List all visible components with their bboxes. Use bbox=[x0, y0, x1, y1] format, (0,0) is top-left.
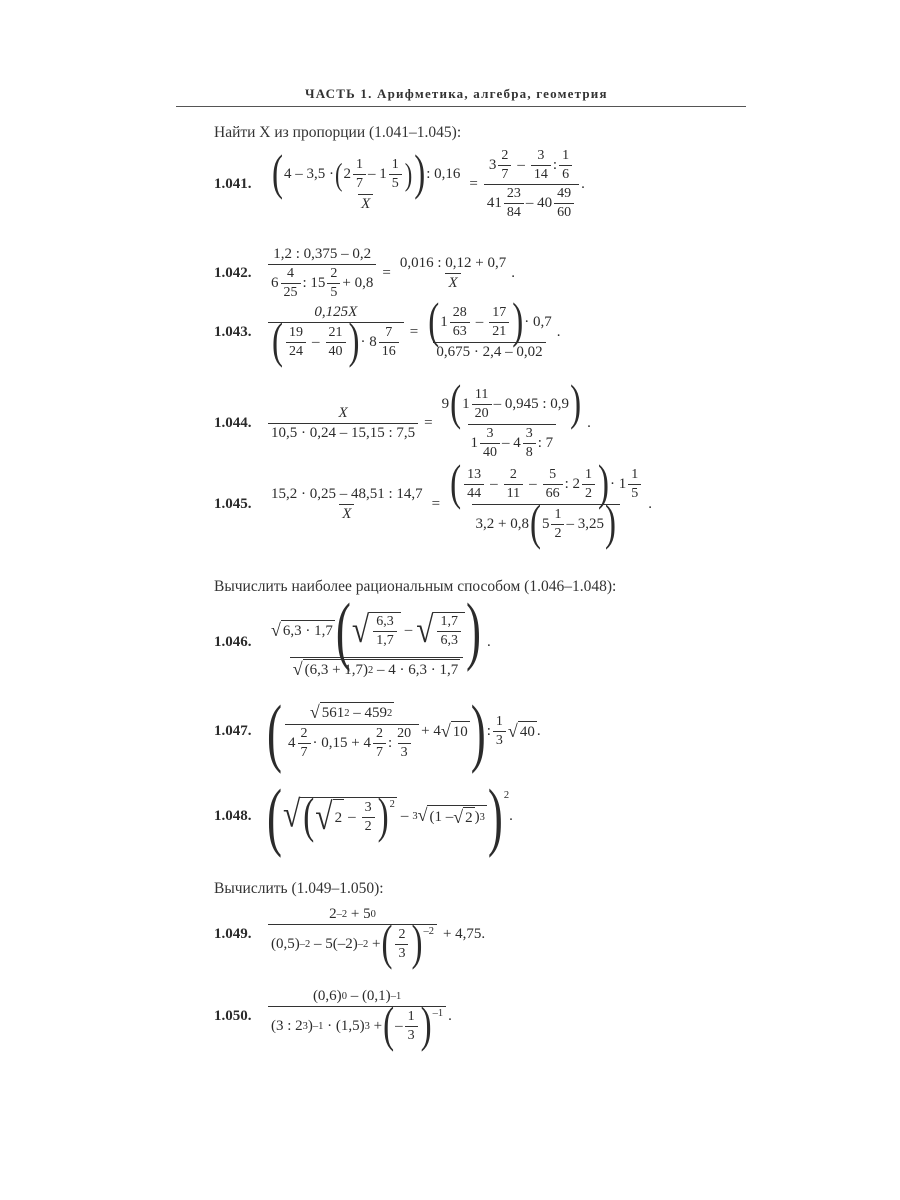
problem-1046 bbox=[214, 587, 491, 680]
problem-expression: 1,2 : 0,375 – 0,2 6 $\frac{4}{25}$ : 15 $\frac{2}{5}$ + 0,8 = $\frac{0,016 : 0,12 + 0,7}{X}$ . bbox=[266, 246, 515, 301]
inner-fraction: √ 561 2 – 459 2 4 $\frac{2}{7}$ · 0,15 + 4 $\frac{2}{7}$ : $\frac{20}{3}$ bbox=[285, 702, 419, 761]
lhs-fraction: $\frac{X}{10,5 \cdot 0,24 - 15,15 : 7,5}$ bbox=[268, 405, 418, 442]
problem-1045 bbox=[214, 456, 653, 551]
problem-number: 1.044. bbox=[214, 415, 252, 431]
problem-1041 bbox=[214, 148, 585, 221]
problem-expression: √ 6,3 · 1,7 ( √ $\frac{6,3}{1,7}$ – √ $\frac{1,7}{6,3}$ ) √ (6,3 + 1,7) 2 – 4 · 6,3 · 1,7 . bbox=[266, 604, 491, 680]
main-fraction: (0,6) 0 – (0,1) –1 (3 : 2 3 ) –1 · (1,5) 3 + ( – $\frac{1}{3}$ ) $^{-1}$ bbox=[268, 988, 446, 1045]
problem-expression: ( √ 561 2 – 459 2 4 $\frac{2}{7}$ · 0,15 + 4 $\frac{2}{7}$ : $\frac{20}{3}$ + 4 √ 10 ) : $\frac{1}{3}$ √ 40 . bbox=[267, 689, 541, 774]
problem-number: 1.048. bbox=[214, 807, 252, 824]
problem-expression: $\frac{X}{10,5 \cdot 0,24 - 15,15 : 7,5}$ = 9 ( 1 $\frac{11}{20}$ – 0,945 : 0,9 ) 1 $\frac{3}{40}$ – 4 $\frac{3}{8}$ : 7 . bbox=[266, 386, 591, 461]
section-intro-compute: Вычислить (1.049–1.050): bbox=[214, 880, 384, 897]
rhs-fraction: 3 $\frac{2}{7}$ – $\frac{3}{14}$ : $\frac{1}{6}$ 41 $\frac{23}{84}$ – 40 $\frac{49}{60}$ bbox=[484, 148, 579, 221]
problem-number: 1.047. bbox=[214, 723, 252, 739]
problem-number: 1.043. bbox=[214, 324, 252, 340]
problem-expression: (0,6) 0 – (0,1) –1 (3 : 2 3 ) –1 · (1,5) 3 + ( – $\frac{1}{3}$ ) $^{-1}$ . bbox=[266, 988, 452, 1045]
problem-1044 bbox=[214, 376, 591, 461]
main-fraction: 2 –2 + 5 0 (0,5) –2 – 5(–2) –2 + ( $\frac{2}{3}$ ) $^{-2}$ bbox=[268, 906, 437, 963]
rhs-fraction: ( $\frac{13}{44}$ – $\frac{2}{11}$ – $\frac{5}{66}$ : 2 $\frac{1}{2}$ ) · 1 $\frac{1}{5}$ 3,2 + 0,8 ( 5 $\frac{1}{2}$ – 3,25 ) bbox=[446, 466, 646, 543]
problem-number: 1.046. bbox=[214, 633, 252, 650]
main-fraction: √ 6,3 · 1,7 ( √ $\frac{6,3}{1,7}$ – √ $\frac{1,7}{6,3}$ ) √ (6,3 + 1,7) 2 – 4 · 6,3 · 1,7 bbox=[271, 587, 481, 679]
lhs-fraction: $\frac{15,2 \cdot 0,25 - 48,51 : 14,7}{X}$ bbox=[271, 486, 423, 522]
problem-expression: 0,125X ( $\frac{19}{24}$ – $\frac{21}{40}$ ) · 8 $\frac{7}{16}$ = ( 1 $\frac{28}{63}$ – $\frac{17}{21}$ ) · 0,7 0,675 · 2,4 – 0,02 . bbox=[266, 304, 560, 361]
lhs-fraction: ( 4 – 3,5 · ( 2 $\frac{1}{7}$ – 1 $\frac{1}{5}$ ) ) : 0,16 X bbox=[272, 146, 461, 212]
section-intro-proportion: Найти X из пропорции (1.041–1.045): bbox=[214, 124, 462, 141]
problem-number: 1.042. bbox=[214, 265, 252, 281]
rhs-fraction: $\frac{0,016 : 0,12 + 0,7}{X}$ bbox=[399, 255, 507, 291]
problem-number: 1.049. bbox=[214, 926, 252, 942]
problem-1049 bbox=[214, 906, 489, 971]
problem-1047 bbox=[214, 689, 541, 774]
problem-expression: ( √ ( √ 2 – $\frac{3}{2}$ ) $^2$ – 3 √ (1 – √ 2 ) 3 ) $^2$ . bbox=[267, 773, 513, 859]
problem-number: 1.045. bbox=[214, 496, 252, 512]
problem-1043 bbox=[214, 294, 561, 369]
problem-number: 1.050. bbox=[214, 1008, 252, 1024]
lhs-fraction: 1,2 : 0,375 – 0,2 6 $\frac{4}{25}$ : 15 $\frac{2}{5}$ + 0,8 bbox=[268, 246, 376, 301]
problem-expression: ( 4 – 3,5 · ( 2 $\frac{1}{7}$ – 1 $\frac{1}{5}$ ) ) : 0,16 X = 3 $\frac{2}{7}$ – $\frac{3}{14}$ : $\frac{1}{6}$ 41 $\frac{23}{84}$ – 40 $\frac{49}{60}$ . bbox=[266, 148, 585, 221]
running-header: ЧАСТЬ 1. Арифметика, алгебра, геометрия bbox=[305, 86, 608, 101]
section-intro-rational: Вычислить наиболее рациональным способом (1.046–1.048): bbox=[214, 578, 617, 595]
problem-expression: $\frac{15,2 \cdot 0,25 - 48,51 : 14,7}{X}$ = ( $\frac{13}{44}$ – $\frac{2}{11}$ – $\frac{5}{66}$ : 2 $\frac{1}{2}$ ) · 1 $\frac{1}{5}$ 3,2 + 0,8 ( 5 $\frac{1}{2}$ – 3,25 ) . bbox=[266, 466, 652, 543]
lhs-fraction: 0,125X ( $\frac{19}{24}$ – $\frac{21}{40}$ ) · 8 $\frac{7}{16}$ bbox=[268, 304, 404, 361]
rhs-fraction: 9 ( 1 $\frac{11}{20}$ – 0,945 : 0,9 ) 1 $\frac{3}{40}$ – 4 $\frac{3}{8}$ : 7 bbox=[441, 376, 582, 460]
problem-1050 bbox=[214, 988, 452, 1053]
problem-1048 bbox=[214, 773, 513, 859]
rhs-fraction: ( 1 $\frac{28}{63}$ – $\frac{17}{21}$ ) · 0,7 0,675 · 2,4 – 0,02 bbox=[428, 294, 552, 360]
header-rule bbox=[176, 106, 746, 107]
problem-1042 bbox=[214, 246, 515, 301]
problem-number: 1.041. bbox=[214, 176, 252, 192]
problem-expression: 2 –2 + 5 0 (0,5) –2 – 5(–2) –2 + ( $\frac{2}{3}$ ) $^{-2}$ + 4,75. bbox=[266, 906, 489, 963]
